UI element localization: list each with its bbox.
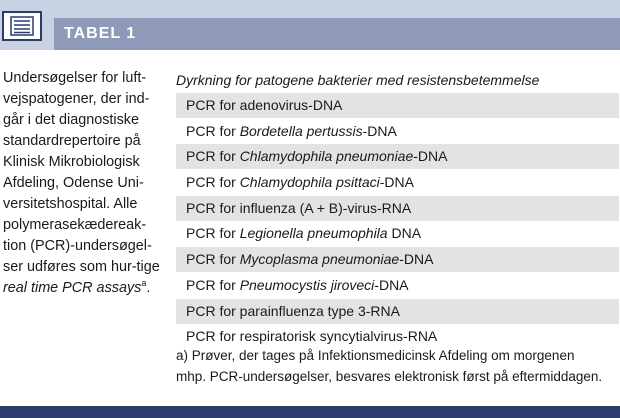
- footnote-line-2: mhp. PCR-undersøgelser, besvares elektronisk først på eftermiddagen.: [176, 369, 603, 384]
- row-suffix: -DNA: [374, 276, 409, 293]
- table-row: [176, 93, 619, 118]
- test-table: [176, 93, 619, 350]
- row-text: PCR for: [186, 276, 240, 293]
- table-row: [176, 196, 619, 221]
- footnote-line-1: a) Prøver, der tages på Infektionsmedicinsk Afdeling om morgenen: [176, 348, 575, 363]
- row-suffix: -DNA: [379, 174, 414, 191]
- row-suffix: DNA: [387, 225, 422, 242]
- table-row: [176, 221, 619, 246]
- description-body: Undersøgelser for luft-vejspatogener, der ind-går i det diagnostiske standardrepertoire på Klinisk Mikrobiologisk Afdeling, Odense Uni-versitetshospital. Alle polymerasekædereak-tion (PCR)-undersøgel-ser udføres som hur-tige: [3, 70, 160, 275]
- row-text: PCR for respiratorisk syncytialvirus-RNA: [186, 328, 438, 345]
- row-text: PCR for: [186, 148, 240, 165]
- table-footnote: [176, 345, 616, 387]
- row-text: PCR for parainfluenza type 3-RNA: [186, 302, 400, 319]
- row-text: PCR for: [186, 225, 240, 242]
- row-suffix: -DNA: [399, 251, 434, 268]
- row-organism: Chlamydophila psittaci: [239, 174, 380, 191]
- table-row: [176, 247, 619, 272]
- document-icon: [2, 11, 42, 41]
- description-end: .: [146, 280, 151, 296]
- row-text: PCR for adenovirus-DNA: [186, 97, 343, 113]
- table-header-bar: [0, 0, 620, 50]
- row-organism: Bordetella pertussis: [239, 122, 363, 139]
- row-organism: Mycoplasma pneumoniae: [239, 251, 400, 268]
- row-text: PCR for influenza (A + B)-virus-RNA: [186, 199, 412, 216]
- row-suffix: -DNA: [362, 122, 397, 139]
- table-row: [176, 299, 619, 324]
- table-title: TABEL 1: [54, 18, 620, 50]
- row-text: PCR for: [186, 122, 240, 139]
- table-row: [176, 144, 619, 169]
- row-text: PCR for: [186, 251, 240, 268]
- table-description: [3, 68, 161, 299]
- row-text: PCR for: [186, 174, 240, 191]
- footnote-marker: a: [141, 278, 147, 289]
- description-italic: real time PCR assays: [3, 280, 142, 296]
- table-row: [176, 119, 619, 144]
- table-row: [176, 170, 619, 195]
- table-row: [176, 273, 619, 298]
- table-caption: Dyrkning for patogene bakterier med resistensbetemmelse: [176, 72, 540, 88]
- row-suffix: -DNA: [413, 148, 448, 165]
- row-organism: Chlamydophila pneumoniae: [239, 148, 414, 165]
- row-organism: Legionella pneumophila: [239, 225, 388, 242]
- row-organism: Pneumocystis jiroveci: [239, 276, 375, 293]
- bottom-rule: [0, 406, 620, 418]
